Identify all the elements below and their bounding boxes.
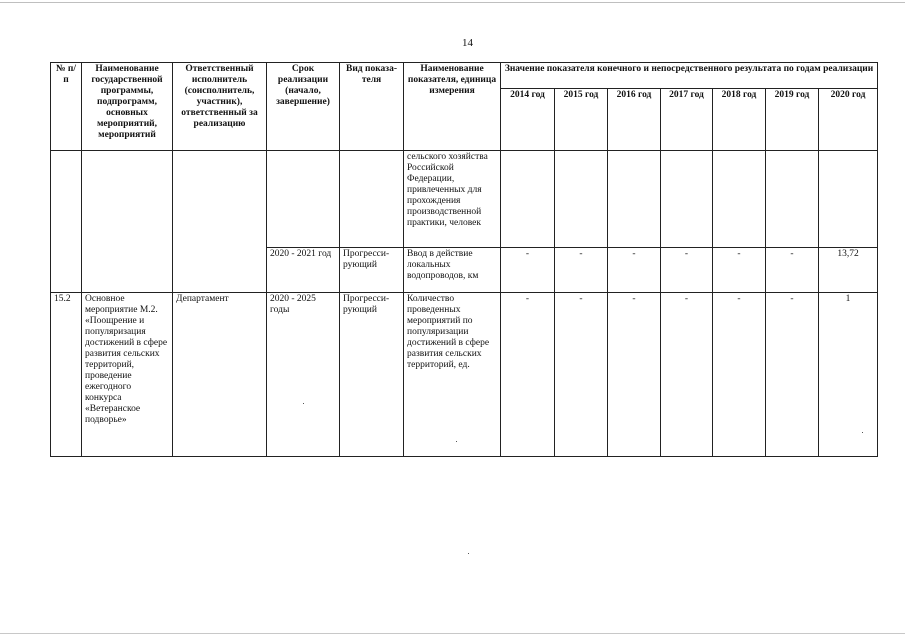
cell-term: 2020 - 2025 годы	[267, 293, 340, 457]
header-year: 2015 год	[555, 89, 608, 151]
scan-speck	[468, 553, 469, 554]
scan-speck	[303, 403, 304, 404]
header-year: 2018 год	[713, 89, 766, 151]
header-num: № п/п	[51, 63, 82, 151]
cell-type	[340, 151, 404, 248]
cell-value: -	[555, 293, 608, 457]
scan-speck	[456, 441, 457, 442]
cell-type: Прогресси-рующий	[340, 248, 404, 293]
header-year: 2020 год	[819, 89, 878, 151]
indicators-table	[50, 62, 878, 457]
table-row	[51, 293, 878, 457]
cell-num	[51, 151, 82, 293]
cell-value	[501, 151, 555, 248]
header-term: Срок реализации (начало, завершение)	[267, 63, 340, 151]
cell-name: Основное мероприятие М.2. «Поощрение и популяризация достижений в сфере развития сельских территорий, проведение ежегодного конкурса «Ветеранское подворье»	[82, 293, 173, 457]
scan-speck	[862, 432, 863, 433]
header-type: Вид показа-теля	[340, 63, 404, 151]
header-values-group: Значение показателя конечного и непосредственного результата по годам реализации	[501, 63, 878, 89]
page-number: 14	[462, 37, 473, 49]
cell-value: 13,72	[819, 248, 878, 293]
cell-value: -	[661, 248, 713, 293]
cell-value: -	[766, 293, 819, 457]
top-scan-edge	[0, 2, 905, 3]
cell-executor	[173, 151, 267, 293]
header-row-1	[51, 63, 878, 89]
cell-num: 15.2	[51, 293, 82, 457]
header-year: 2014 год	[501, 89, 555, 151]
cell-value: -	[713, 248, 766, 293]
cell-value	[766, 151, 819, 248]
cell-indicator: Ввод в действие локальных водопроводов, км	[404, 248, 501, 293]
cell-name	[82, 151, 173, 293]
cell-indicator: Количество проведенных мероприятий по популяризации достижений в сфере развития сельских территорий, ед.	[404, 293, 501, 457]
cell-term	[267, 151, 340, 248]
table-row	[51, 151, 878, 248]
cell-value	[608, 151, 661, 248]
cell-value: -	[608, 248, 661, 293]
cell-term: 2020 - 2021 год	[267, 248, 340, 293]
header-year: 2017 год	[661, 89, 713, 151]
header-executor: Ответственный исполнитель (соисполнитель, участник), ответственный за реализацию	[173, 63, 267, 151]
cell-value: -	[501, 248, 555, 293]
header-year: 2019 год	[766, 89, 819, 151]
cell-value: -	[661, 293, 713, 457]
cell-value	[555, 151, 608, 248]
cell-executor: Департамент	[173, 293, 267, 457]
cell-value: 1	[819, 293, 878, 457]
header-name: Наименование государственной программы, подпрограмм, основных мероприятий, мероприятий	[82, 63, 173, 151]
cell-value: -	[713, 293, 766, 457]
cell-value	[661, 151, 713, 248]
cell-value: -	[555, 248, 608, 293]
cell-value: -	[501, 293, 555, 457]
cell-value	[713, 151, 766, 248]
cell-value: -	[608, 293, 661, 457]
header-year: 2016 год	[608, 89, 661, 151]
cell-indicator: сельского хозяйства Российской Федерации, привлеченных для прохождения производственной практики, человек	[404, 151, 501, 248]
cell-type: Прогресси-рующий	[340, 293, 404, 457]
cell-value: -	[766, 248, 819, 293]
header-indicator: Наименование показателя, единица измерения	[404, 63, 501, 151]
bottom-scan-edge	[0, 633, 905, 634]
cell-value	[819, 151, 878, 248]
